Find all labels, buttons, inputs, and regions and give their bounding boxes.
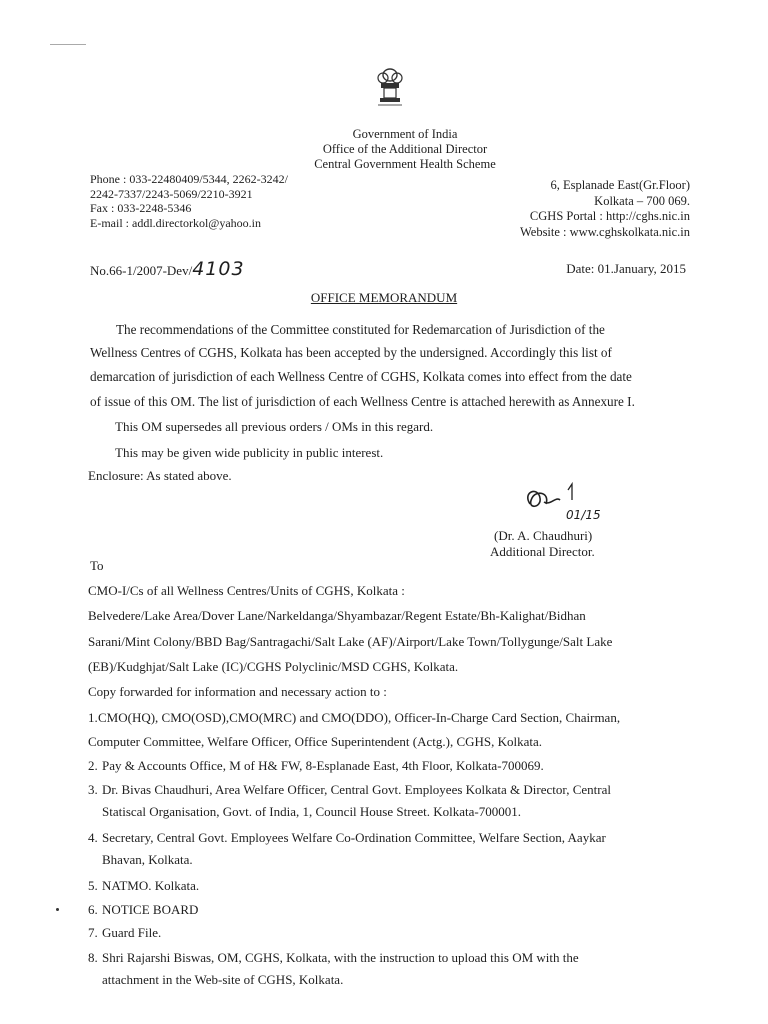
address-line-1: 6, Esplanade East(Gr.Floor) [550,178,690,192]
paragraph-line-3: demarcation of jurisdiction of each Wellness Centre of CGHS, Kolkata comes into effect from the date [90,369,632,384]
email-line: E-mail : addl.directorkol@yahoo.in [90,215,262,230]
to-label: To [90,558,104,573]
centres-line-3: (EB)/Kudghjat/Salt Lake (IC)/CGHS Polyclinic/MSD CGHS, Kolkata. [88,659,459,674]
list-text: attachment in the Web-site of CGHS, Kolkata. [102,972,344,987]
list-text: Shri Rajarshi Biswas, OM, CGHS, Kolkata, with the instruction to upload this OM with the [102,950,579,965]
reference-prefix: No.66-1/2007-Dev/ [90,263,193,278]
paragraph-line-1: The recommendations of the Committee constituted for Redemarcation of Jurisdiction of the [116,322,605,337]
org-line-3: Central Government Health Scheme [314,157,496,171]
list-number: 3. [88,782,98,797]
org-line-2: Office of the Additional Director [322,142,488,156]
supersedes-line: This OM supersedes all previous orders / OMs in this regard. [115,419,434,434]
org-line-1: Government of India [352,127,458,141]
signature-date: 01/15 [566,508,601,522]
phone-line-1: Phone : 033-22480409/5344, 2262-3242/ [90,172,288,186]
list-text: CMO(HQ), CMO(OSD),CMO(MRC) and CMO(DDO), Officer-In-Charge Card Section, Chairman, [98,710,621,725]
address-line-2: Kolkata – 700 069. [594,193,690,208]
list-text: Computer Committee, Welfare Officer, Office Superintendent (Actg.), CGHS, Kolkata. [88,734,543,749]
list-text: Pay & Accounts Office, M of H& FW, 8-Esplanade East, 4th Floor, Kolkata-700069. [102,758,544,773]
website-line: Website : www.cghskolkata.nic.in [519,224,690,239]
phone-line-2: 2242-7337/2243-5069/2210-3921 [90,186,253,201]
reference-number [90,258,245,280]
list-number: 7. [88,925,98,940]
list-text: Guard File. [102,925,162,940]
list-text: Secretary, Central Govt. Employees Welfare Co-Ordination Committee, Welfare Section, Aaykar [102,830,606,845]
contact-block [90,172,288,230]
list-text: Dr. Bivas Chaudhuri, Area Welfare Officer, Central Govt. Employees Kolkata & Director, Central [102,782,611,797]
memo-date: Date: 01.January, 2015 [566,261,686,276]
list-text: NATMO. Kolkata. [102,878,200,893]
list-text: NOTICE BOARD [102,902,199,917]
signatory-name: (Dr. A. Chaudhuri) [494,528,593,543]
reference-handwritten: 4103 [192,258,245,280]
paragraph-line-2: Wellness Centres of CGHS, Kolkata has been accepted by the undersigned. Accordingly this list of [90,345,612,360]
centres-line-1: Belvedere/Lake Area/Dover Lane/Narkeldanga/Shyambazar/Regent Estate/Bh-Kalighat/Bidhan [88,608,586,623]
addressee-line: CMO-I/Cs of all Wellness Centres/Units of CGHS, Kolkata : [88,583,405,598]
org-header [240,127,570,172]
scan-mark [50,44,86,45]
fax-line: Fax : 033-2248-5346 [90,201,192,215]
list-number: 2. [88,758,98,773]
portal-line: CGHS Portal : http://cghs.nic.in [529,209,690,223]
address-block [520,178,690,240]
list-text: Statiscal Organisation, Govt. of India, 1, Council House Street. Kolkata-700001. [102,804,521,819]
publicity-line: This may be given wide publicity in public interest. [115,445,384,460]
copy-forwarded-line: Copy forwarded for information and necessary action to : [88,684,387,699]
paragraph-line-4: of issue of this OM. The list of jurisdiction of each Wellness Centre is attached herewith as Annexure I. [90,394,635,409]
list-text: Bhavan, Kolkata. [102,852,193,867]
enclosure-line: Enclosure: As stated above. [88,468,232,483]
list-number: 4. [88,830,98,845]
list-number: 8. [88,950,98,965]
list-number: 1. [88,710,98,725]
list-number: 6. [88,902,98,917]
centres-line-2: Sarani/Mint Colony/BBD Bag/Santragachi/Salt Lake (AF)/Airport/Lake Town/Tollygunge/Salt Lake [88,634,613,649]
list-number: 5. [88,878,98,893]
memo-title: OFFICE MEMORANDUM [310,290,458,305]
national-emblem-icon [372,66,408,108]
signatory-designation: Additional Director. [490,544,595,559]
scan-speck [56,908,59,911]
